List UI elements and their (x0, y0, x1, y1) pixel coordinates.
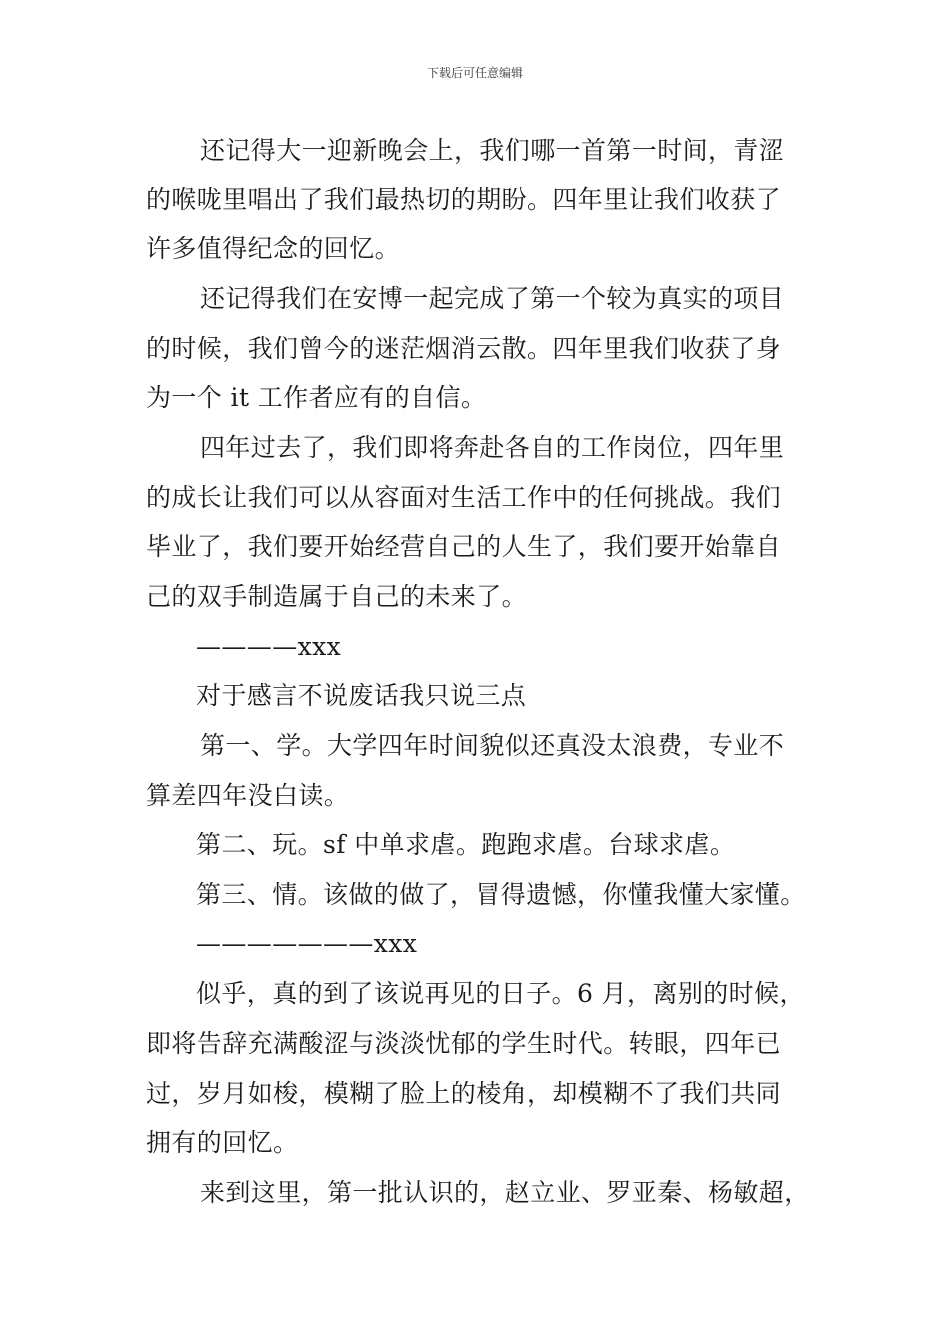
text-line: 的喉咙里唱出了我们最热切的期盼。四年里让我们收获了 (146, 185, 782, 214)
text-line: 拥有的回忆。 (146, 1128, 299, 1157)
page-header: 下载后可任意编辑 (426, 66, 523, 80)
signature-line: ———————xxx (196, 929, 418, 958)
text-line: 来到这里，第一批认识的，赵立业、罗亚秦、杨敏超， (200, 1178, 810, 1207)
text-line: 毕业了，我们要开始经营自己的人生了，我们要开始靠自 (146, 532, 782, 561)
text-line: 过，岁月如梭，模糊了脸上的棱角，却模糊不了我们共同 (146, 1079, 782, 1108)
text-line: 第三、情。该做的做了，冒得遗憾，你懂我懂大家懂。 (196, 880, 806, 909)
text-line: 己的双手制造属于自己的未来了。 (146, 582, 528, 611)
text-line: 四年过去了，我们即将奔赴各自的工作岗位，四年里 (200, 433, 785, 462)
text-line: 算差四年没白读。 (146, 781, 350, 810)
text-line: 第一、学。大学四年时间貌似还真没太浪费，专业不 (200, 731, 785, 760)
text-line: 第二、玩。sf 中单求虐。跑跑求虐。台球求虐。 (196, 830, 736, 859)
text-line: 还记得我们在安博一起完成了第一个较为真实的项目 (200, 284, 785, 313)
signature-line: ————xxx (196, 632, 342, 661)
text-line: 对于感言不说废话我只说三点 (196, 681, 527, 710)
text-line: 的成长让我们可以从容面对生活工作中的任何挑战。我们 (146, 483, 782, 512)
text-line: 为一个 it 工作者应有的自信。 (146, 383, 487, 412)
text-line: 似乎，真的到了该说再见的日子。6 月，离别的时候， (196, 979, 805, 1008)
text-line: 还记得大一迎新晚会上，我们哪一首第一时间，青涩 (200, 136, 785, 165)
text-line: 许多值得纪念的回忆。 (146, 234, 401, 263)
text-line: 的时候，我们曾今的迷茫烟消云散。四年里我们收获了身 (146, 334, 782, 363)
text-line: 即将告辞充满酸涩与淡淡忧郁的学生时代。转眼，四年已 (146, 1029, 782, 1058)
